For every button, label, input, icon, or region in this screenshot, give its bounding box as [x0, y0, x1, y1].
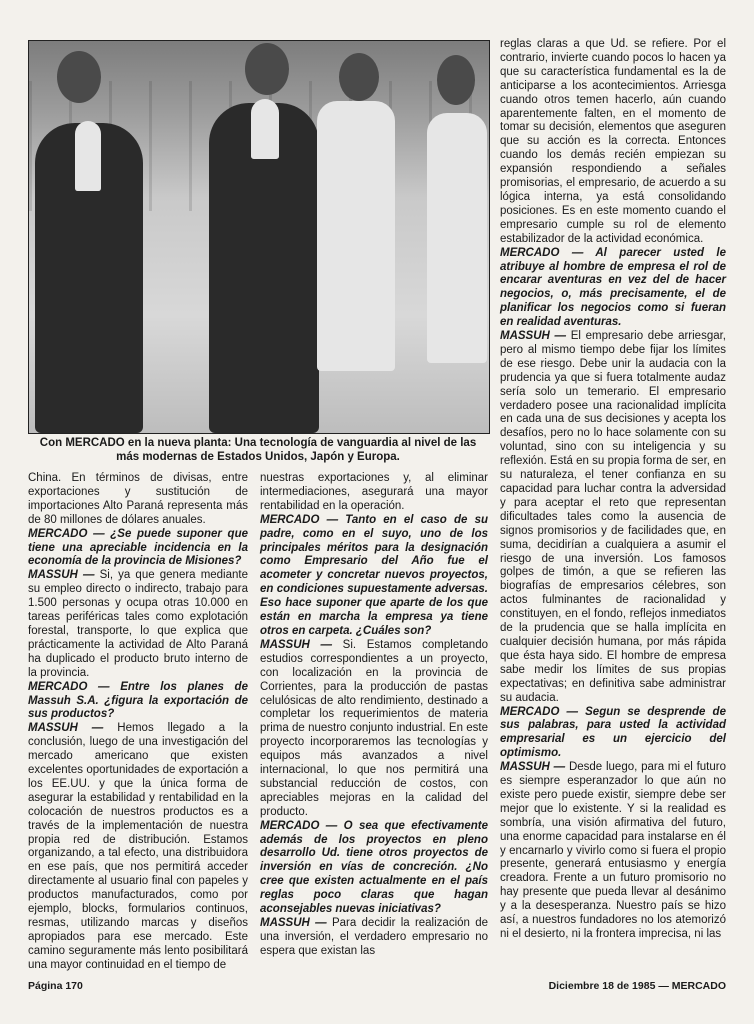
- speaker-label: MERCADO —: [260, 513, 339, 526]
- article-column-2: [260, 472, 488, 959]
- speaker-label: MASSUH —: [28, 722, 104, 735]
- article-photo: [28, 40, 490, 434]
- paragraph-text: [500, 38, 726, 247]
- article-column-3: [500, 38, 726, 942]
- photo-person-1-head: [57, 51, 101, 103]
- paragraph-q: [260, 820, 488, 917]
- paragraph-text: Si, ya que genera mediante su empleo directo o indirecto, trabajo para 1.500 personas y ocupa otras 10.000 en tareas periféricas tales como explotación forestal, transporte, lo que explica que prácticamente la actividad de Alto Paraná ha duplicado el producto bruto interno de la provincia.: [28, 569, 248, 679]
- speaker-label: MASSUH —: [500, 761, 566, 774]
- speaker-label: MERCADO —: [28, 527, 105, 540]
- photo-person-3-head: [339, 53, 379, 101]
- paragraph-text: reglas claras a que Ud. se refiere. Por el contrario, invierte cuando pocos lo hacen ya que su característica fundamental es la de anticiparse a los acontecimientos. Arriesga cuando otros temen hacerlo, aún cuando aparentemente falten, en el momento de tomar su decisión, elementos que aseguren que su acción es la correcta. Entonces cuando los demás recién empiezan su expansión respondiendo a señales promisorias, el empresario, de acuerdo a su lógica interna, ya está consolidando posiciones. Es en este momento cuando el empresario cumple su rol de elemento estabilizador de la actividad económica.: [500, 38, 726, 245]
- speaker-label: MASSUH —: [260, 917, 327, 929]
- speaker-label: MERCADO —: [500, 705, 579, 718]
- paragraph-text: Al parecer usted le atribuye al hombre de empresa el rol de encarar aventuras en vez del de hacer negocios, o, más precisamente, el de planificar los negocios como si fueran en realidad aventuras.: [500, 246, 726, 329]
- paragraph-text: O sea que efectivamente además de los proyectos en pleno desarrollo Ud. tiene otros proyectos de inversión en vías de concreción. ¿No cree que existen actualmente en el país reglas poco claras que hagan aconsejables nuevas iniciativas?: [260, 819, 488, 916]
- paragraph-text: Si. Estamos completando estudios correspondientes a un proyecto, con localización en la provincia de Corrientes, para la producción de pastas celulósicas de alto rendimiento, destinado a completar los requerimientos de materia prima de nuestro conjunto industrial. En este proyecto incorporaremos las tecnologías y equipos más avanzados a nivel internacional, lo que nos permitirá una substancial reducción de costos, con apreciables mejoras en la calidad del producto.: [260, 638, 488, 818]
- paragraph-text: Hemos llegado a la conclusión, luego de una investigación del mercado americano que existen excelentes oportunidades de exportación a los EE.UU. y que la única forma de asegurar la estabilidad y rentabilidad en la colocación de nuestros productos es a través de la implementación de nuestra propia red de distribución. Estamos organizando, a tal efecto, una distribuidora en ese país, que nos permitirá acceder directamente al usuario final con papeles y productos manufacturados, como por ejemplo, blocks, formularios continuos, resmas, utilizando marcas y diseños apropiados para ese mercado. Este camino seguramente más lento posibilitará una mayor continuidad en el tiempo de: [28, 722, 248, 971]
- paragraph-text: Para decidir la realización de una inversión, el verdadero empresario no espera que existan las: [260, 917, 488, 957]
- paragraph-a: [260, 917, 488, 959]
- paragraph-q: [500, 706, 726, 762]
- photo-person-4-head: [437, 55, 475, 105]
- photo-person-2-head: [245, 43, 289, 95]
- issue-date-publication: Diciembre 18 de 1985 — MERCADO: [548, 980, 726, 992]
- paragraph-a: [28, 722, 248, 972]
- photo-person-2-shirt: [251, 99, 279, 159]
- page-number: Página 170: [28, 980, 83, 992]
- paragraph-a: [500, 330, 726, 705]
- paragraph-text: [260, 472, 488, 514]
- article-column-1: [28, 472, 248, 973]
- paragraph-a: [500, 761, 726, 942]
- paragraph-a: [260, 639, 488, 820]
- speaker-label: MERCADO —: [28, 680, 110, 693]
- paragraph-text: El empresario debe arriesgar, pero al mismo tiempo debe fijar los límites de ese riesgo. Debe unir la audacia con la prudencia ya que si fuera totalmente audaz sería solo un temerario. El empresario verdadero posee una racionalidad implícita en cada una de sus decisiones y acepta los desafíos, pero no lo hace solamente con su voluntad, sino con su inteligencia y su reflexión. Está en su propia forma de ser, en su naturaleza, el tener confianza en su capacidad para luchar contra la adversidad y para aceptar el reto que representan dificultades tales como la ausencia de signos promisorios y de facilidades que, en suma, decidirían a cualquiera a asumir el riesgo de una inversión. Los famosos golpes de timón, a que se refieren las biografías de empresarios célebres, son actos fulminantes de racionalidad y constituyen, en el fondo, reflejos inmediatos de la prudencia que se halla implícita en cualquier decisión humana, por más rápida que ésta haya sido. El hombre de empresa sabe medir los límites de sus propias expectativas; en definitiva sabe administrar su audacia.: [500, 330, 727, 704]
- speaker-label: MASSUH —: [260, 638, 332, 651]
- paragraph-text: China. En términos de divisas, entre exportaciones y sustitución de importaciones Alto Paraná representa más de 80 millones de dólares anuales.: [28, 472, 248, 526]
- photo-person-1-shirt: [75, 121, 101, 191]
- paragraph-q: [28, 528, 248, 570]
- paragraph-q: [500, 247, 726, 330]
- photo-person-3: [317, 101, 395, 371]
- paragraph-text: ¿Se puede suponer que tiene una apreciable incidencia en la economía de la provincia de Misiones?: [28, 527, 248, 568]
- speaker-label: MERCADO —: [500, 246, 584, 259]
- paragraph-text: Tanto en el caso de su padre, como en el suyo, uno de los principales méritos para la designación como Empresario del Año fue el acometer y concretar nuevos proyectos, en condiciones supuestamente adversas. Eso hace suponer que aparte de los que están en marcha la empresa ya tiene otros en carpeta. ¿Cuáles son?: [260, 513, 488, 637]
- paragraph-q: [28, 681, 248, 723]
- photo-caption: Con MERCADO en la nueva planta: Una tecnología de vanguardia al nivel de las más modernas de Estados Unidos, Japón y Europa.: [39, 437, 477, 463]
- paragraph-text: Desde luego, para mi el futuro es siempre esperanzador lo que aún no existe pero puede existir, siempre debe ser mejor que lo existente. Y si la realidad es sombría, una visión afirmativa del futuro, una enorme capacidad para instalarse en él y encarnarlo y vivirlo como si fuera el propio presente, generará entusiasmo y energía creadora. Frente a un futuro promisorio no hay presente que pueda llevar al desánimo y a la desesperanza. Nuestro país se hizo así, a nuestros fundadores no los atemorizó ni el desierto, ni la frontera imprecisa, ni las: [500, 761, 726, 940]
- speaker-label: MASSUH —: [500, 330, 567, 343]
- speaker-label: MERCADO —: [260, 819, 338, 832]
- paragraph-text: Segun se desprende de sus palabras, para usted la actividad empresarial es un ejercicio del optimismo.: [500, 705, 726, 760]
- paragraph-a: [28, 569, 248, 680]
- paragraph-text: [28, 472, 248, 528]
- speaker-label: MASSUH —: [28, 569, 95, 582]
- paragraph-q: [260, 514, 488, 639]
- paragraph-text: Entre los planes de Massuh S.A. ¿figura la exportación de sus productos?: [28, 680, 248, 721]
- photo-person-4: [427, 113, 487, 363]
- paragraph-text: nuestras exportaciones y, al eliminar intermediaciones, asegurará una mayor rentabilidad en la operación.: [260, 472, 488, 512]
